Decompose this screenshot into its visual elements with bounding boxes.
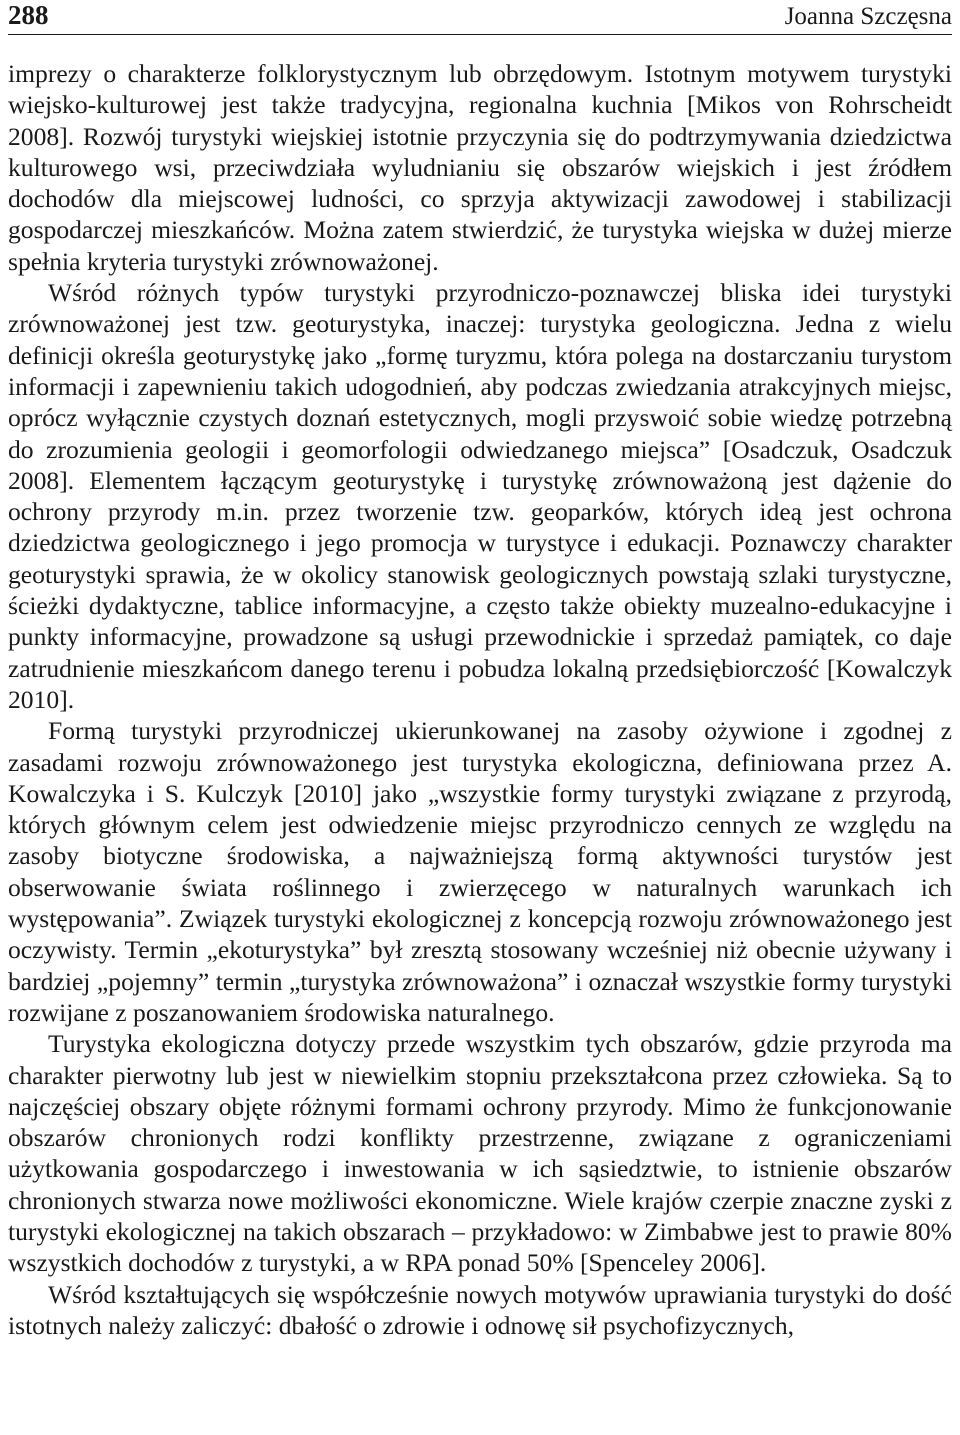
paragraph-new-motives: Wśród kształtujących się współcześnie nowych motywów uprawiania turystyki do dość istotnych należy zaliczyć: dbałość o zdrowie i odnowę sił psychofizycznych,	[8, 1279, 952, 1340]
paragraph-continued: imprezy o charakterze folklorystycznym lub obrzędowym. Istotnym motywem turystyki wiejsko-kulturowej jest także tradycyjna, regionalna kuchnia [Mikos von Rohrscheidt 2008]. Rozwój turystyki wiejskiej istotnie przyczynia się do podtrzymywania dziedzictwa kulturowego wsi, przeciwdziała wyludnianiu się obszarów wiejskich i jest źródłem dochodów dla miejscowej ludności, co sprzyja aktywizacji zawodowej i stabilizacji gospodarczej mieszkańców. Można zatem stwierdzić, że turystyka wiejska w dużej mierze spełnia kryteria turystyki zrównoważonej.	[8, 59, 952, 276]
paragraph-geotourism: Wśród różnych typów turystyki przyrodniczo-poznawczej bliska idei turystyki zrównoważonej jest tzw. geoturystyka, inaczej: turystyka geologiczna. Jedna z wielu definicji określa geoturystykę jako „formę turyzmu, która polega na dostarczaniu turystom informacji i zapewnieniu takich udogodnień, aby podczas zwiedzania atrakcyjnych miejsc, oprócz wyłącznie czystych doznań estetycznych, mogli przyswoić sobie wiedzę potrzebną do zrozumienia geologii i geomorfologii odwiedzanego miejsca” [Osadczuk, Osadczuk 2008]. Elementem łączącym geoturystykę i turystykę zrównoważoną jest dążenie do ochrony przyrody m.in. przez tworzenie tzw. geoparków, których ideą jest ochrona dziedzictwa geologicznego i jego promocja w turystyce i edukacji. Poznawczy charakter geoturystyki sprawia, że w okolicy stanowisk geologicznych powstają szlaki turystyczne, ścieżki dydaktyczne, tablice informacyjne, a często także obiekty muzealno-edukacyjne i punkty informacyjne, prowadzone są usługi przewodnickie i sprzedaż pamiątek, co daje zatrudnienie mieszkańcom danego terenu i pobudza lokalną przedsiębiorczość [Kowalczyk 2010].	[8, 278, 952, 714]
running-header	[8, 0, 952, 35]
paragraph-protected-areas: Turystyka ekologiczna dotyczy przede wszystkim tych obszarów, gdzie przyroda ma charakter pierwotny lub jest w niewielkim stopniu przekształcona przez człowieka. Są to najczęściej obszary objęte różnymi formami ochrony przyrody. Mimo że funkcjonowanie obszarów chronionych rodzi konflikty przestrzenne, związane z ograniczeniami użytkowania gospodarczego i inwestowania w ich sąsiedztwie, to istnienie obszarów chronionych stwarza nowe możliwości ekonomiczne. Wiele krajów czerpie znaczne zyski z turystyki ekologicznej na takich obszarach – przykładowo: w Zimbabwe jest to prawie 80% wszystkich dochodów z turystyki, a w RPA ponad 50% [Spenceley 2006].	[8, 1029, 952, 1278]
page-number: 288	[8, 0, 49, 30]
running-head-author: Joanna Szczęsna	[784, 3, 952, 30]
body-text	[8, 58, 952, 1341]
paragraph-ecotourism: Formą turystyki przyrodniczej ukierunkowanej na zasoby ożywione i zgodnej z zasadami rozwoju zrównoważonego jest turystyka ekologiczna, definiowana przez A. Kowalczyka i S. Kulczyk [2010] jako „wszystkie formy turystyki związane z przyrodą, których głównym celem jest odwiedzenie miejsc przyrodniczo cennych ze względu na zasoby biotyczne środowiska, a najważniejszą formą aktywności turystów jest obserwowanie świata roślinnego i zwierzęcego w naturalnych warunkach ich występowania”. Związek turystyki ekologicznej z koncepcją rozwoju zrównoważonego jest oczywisty. Termin „ekoturystyka” był zresztą stosowany wcześniej niż obecnie używany i bardziej „pojemny” termin „turystyka zrównoważona” i oznaczał wszystkie formy turystyki rozwijane z poszanowaniem środowiska naturalnego.	[8, 716, 952, 1027]
